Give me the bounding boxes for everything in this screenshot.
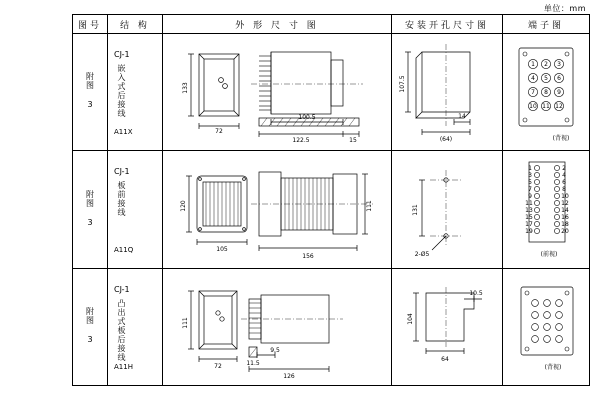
svg-text:10.5: 10.5 [469, 289, 483, 297]
svg-text:4: 4 [531, 75, 535, 83]
row-no-cell [73, 151, 108, 268]
svg-text:12: 12 [555, 103, 563, 111]
struct-sub-code: A11X [114, 128, 133, 137]
row-struct-cell [108, 34, 163, 151]
terminal-diagram-3 [503, 269, 589, 385]
svg-text:12: 12 [561, 199, 569, 207]
svg-text:100.5: 100.5 [298, 114, 316, 122]
row-struct-cell [108, 268, 163, 385]
mounting-hole-drawing-2 [392, 152, 502, 268]
svg-text:6: 6 [562, 178, 566, 186]
struct-text: 嵌入式后接线 [117, 64, 126, 119]
row-dim-cell [163, 151, 392, 268]
svg-text:19: 19 [525, 227, 533, 235]
svg-text:72: 72 [214, 362, 222, 370]
term-view-label-3: (背视) [544, 363, 562, 371]
svg-text:107.5: 107.5 [399, 75, 406, 93]
table-row [73, 34, 590, 151]
row-no-label: 附图 3 [85, 189, 95, 228]
table-row [73, 151, 590, 268]
row-no-label: 附图 3 [85, 72, 95, 111]
svg-text:126: 126 [283, 372, 295, 380]
struct-text: 板前接线 [117, 181, 126, 218]
svg-text:9: 9 [557, 89, 561, 97]
header-col-no: 图号 [73, 15, 108, 34]
outline-drawing-2 [163, 152, 391, 268]
mounting-hole-drawing-3 [392, 269, 502, 385]
svg-text:9.5: 9.5 [270, 346, 280, 354]
svg-text:4: 4 [562, 171, 566, 179]
header-col-hole: 安装开孔尺寸图 [392, 15, 503, 34]
outline-drawing-1 [163, 34, 391, 150]
table-row [73, 268, 590, 385]
mounting-hole-drawing-1 [392, 34, 502, 150]
term-view-label-1: (背视) [552, 135, 570, 143]
svg-text:64: 64 [441, 355, 449, 363]
struct-text: 凸出式板后接线 [117, 298, 126, 362]
svg-text:14: 14 [458, 113, 466, 121]
row-dim-cell [163, 268, 392, 385]
table-header-row [73, 15, 590, 34]
header-col-term: 端子图 [503, 15, 590, 34]
svg-text:20: 20 [561, 227, 569, 235]
struct-sub-code: A11H [114, 363, 133, 371]
svg-text:104: 104 [407, 313, 414, 325]
svg-text:6: 6 [557, 75, 561, 83]
svg-text:2: 2 [562, 164, 566, 172]
svg-text:17: 17 [525, 220, 533, 228]
svg-text:131: 131 [412, 203, 419, 216]
struct-code: CJ-1 [114, 167, 130, 177]
row-hole-cell [392, 268, 503, 385]
svg-text:3: 3 [557, 61, 561, 69]
svg-text:3: 3 [528, 171, 532, 179]
svg-text:111: 111 [366, 199, 373, 212]
svg-text:7: 7 [531, 89, 535, 97]
terminal-diagram-1 [503, 34, 589, 150]
svg-text:122.5: 122.5 [292, 137, 310, 145]
svg-text:105: 105 [216, 245, 228, 253]
svg-text:133: 133 [182, 82, 189, 94]
svg-text:9: 9 [528, 192, 532, 200]
outline-drawing-3 [163, 269, 391, 385]
svg-text:14: 14 [561, 206, 569, 214]
struct-sub-code: A11Q [114, 245, 134, 254]
svg-text:8: 8 [544, 89, 548, 97]
svg-text:156: 156 [302, 252, 314, 260]
struct-code: CJ-1 [114, 50, 130, 60]
header-col-dim: 外 形 尺 寸 图 [163, 15, 392, 34]
svg-text:5: 5 [544, 75, 548, 83]
svg-text:2-Ø5: 2-Ø5 [414, 250, 430, 258]
terminal-diagram-2 [503, 152, 589, 268]
svg-text:8: 8 [562, 185, 566, 193]
svg-text:15: 15 [349, 137, 357, 145]
struct-code: CJ-1 [114, 284, 130, 294]
svg-text:(64): (64) [439, 136, 453, 144]
unit-note: 单位：mm [543, 4, 586, 13]
row-hole-cell [392, 34, 503, 151]
svg-text:18: 18 [561, 220, 569, 228]
term-view-label-2: (前视) [540, 250, 558, 258]
svg-text:16: 16 [561, 213, 569, 221]
svg-text:10: 10 [529, 103, 537, 111]
svg-text:72: 72 [215, 128, 223, 136]
row-no-label: 附图 3 [85, 306, 95, 345]
row-dim-cell [163, 34, 392, 151]
svg-text:7: 7 [528, 185, 532, 193]
row-no-cell [73, 34, 108, 151]
svg-text:2: 2 [544, 61, 548, 69]
svg-text:10: 10 [561, 192, 569, 200]
svg-text:11: 11 [542, 103, 550, 111]
row-no-cell [73, 268, 108, 385]
svg-text:11.5: 11.5 [246, 359, 260, 367]
row-term-cell [503, 268, 590, 385]
row-hole-cell [392, 151, 503, 268]
svg-text:5: 5 [528, 178, 532, 186]
svg-text:13: 13 [525, 206, 533, 214]
row-term-cell [503, 34, 590, 151]
spec-table [72, 14, 590, 386]
header-col-struct: 结 构 [108, 15, 163, 34]
svg-text:111: 111 [182, 317, 189, 329]
svg-text:11: 11 [525, 199, 533, 207]
row-struct-cell [108, 151, 163, 268]
svg-text:120: 120 [180, 199, 187, 212]
svg-text:1: 1 [528, 164, 532, 172]
svg-text:1: 1 [531, 61, 535, 69]
svg-text:15: 15 [525, 213, 533, 221]
row-term-cell [503, 151, 590, 268]
